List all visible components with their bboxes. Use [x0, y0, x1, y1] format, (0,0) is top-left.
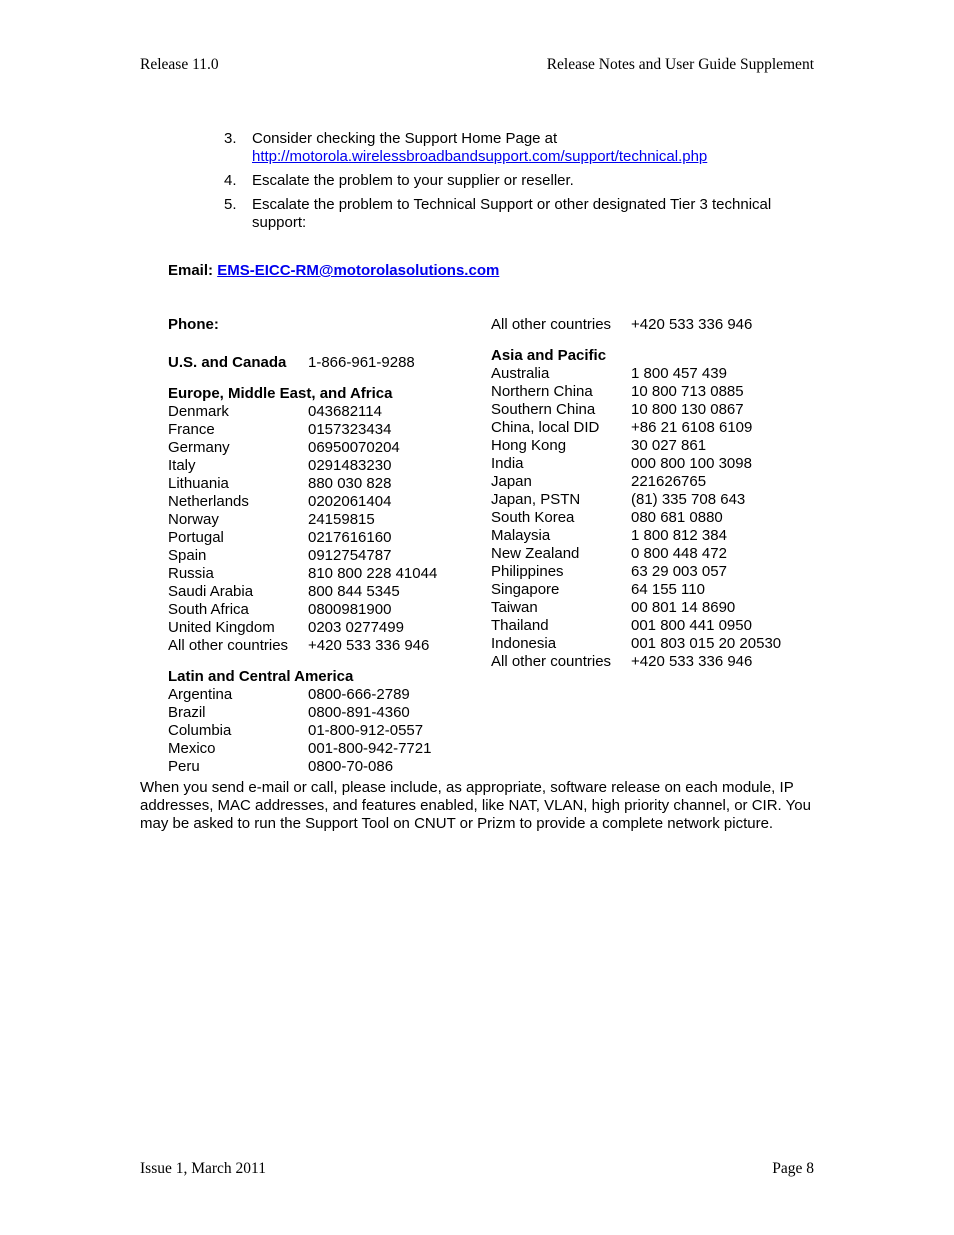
latam-list: [168, 686, 468, 776]
country-name: Argentina: [168, 686, 233, 703]
phone-row: [491, 635, 811, 653]
phone-number: 043682114: [308, 403, 382, 420]
phone-number: 0912754787: [308, 547, 392, 564]
phone-row: [491, 437, 811, 455]
country-name: Spain: [168, 547, 207, 564]
country-name: United Kingdom: [168, 619, 275, 636]
phone-number: 800 844 5345: [308, 583, 400, 600]
phone-row: [168, 493, 468, 511]
us-canada-row: [168, 354, 468, 372]
phone-number: 0800-666-2789: [308, 686, 410, 703]
steps-list: [224, 130, 824, 238]
country-name: France: [168, 421, 215, 438]
emea-heading: Europe, Middle East, and Africa: [168, 385, 393, 402]
country-name: Philippines: [491, 563, 564, 580]
phone-number: (81) 335 708 643: [631, 491, 746, 508]
region-name: U.S. and Canada: [168, 354, 287, 371]
phone-number: +420 533 336 946: [631, 653, 753, 670]
country-name: Peru: [168, 758, 200, 775]
apac-heading: Asia and Pacific: [491, 347, 607, 364]
country-name: Singapore: [491, 581, 560, 598]
phone-number: 1 800 812 384: [631, 527, 727, 544]
phone-row: [168, 704, 468, 722]
country-name: Thailand: [491, 617, 549, 634]
step-text: Escalate the problem to your supplier or reseller.: [252, 172, 574, 189]
country-name: All other countries: [491, 316, 612, 333]
phone-row: [491, 455, 811, 473]
apac-list: [491, 365, 811, 671]
footer-issue: Issue 1, March 2011: [140, 1160, 266, 1177]
phone-row: [491, 563, 811, 581]
country-name: All other countries: [491, 653, 612, 670]
country-name: Netherlands: [168, 493, 249, 510]
phone-number: 1-866-961-9288: [308, 354, 415, 371]
country-name: Russia: [168, 565, 214, 582]
phone-number: 0291483230: [308, 457, 392, 474]
phone-row: [168, 439, 468, 457]
phone-row: [168, 601, 468, 619]
country-name: Mexico: [168, 740, 216, 757]
phone-row: [168, 583, 468, 601]
phone-row: [168, 511, 468, 529]
email-link[interactable]: EMS-EICC-RM@motorolasolutions.com: [217, 262, 500, 279]
phone-number: 10 800 713 0885: [631, 383, 744, 400]
phone-row: [168, 457, 468, 475]
phone-number: 880 030 828: [308, 475, 392, 492]
email-label: Email:: [168, 262, 214, 279]
country-name: Hong Kong: [491, 437, 567, 454]
country-name: New Zealand: [491, 545, 580, 562]
header-release: Release 11.0: [140, 56, 219, 73]
phone-number: +86 21 6108 6109: [631, 419, 753, 436]
country-name: Malaysia: [491, 527, 551, 544]
step-number: 4.: [224, 172, 237, 189]
step-number: 5.: [224, 196, 237, 213]
country-name: Saudi Arabia: [168, 583, 254, 600]
country-name: Lithuania: [168, 475, 229, 492]
step-4: [224, 172, 824, 190]
closing-paragraph: When you send e-mail or call, please include, as appropriate, software release on each module, IP addresses, MAC addresses, and features enabled, like NAT, VLAN, high priority channel, or CIR. You may be asked to run the Support Tool on CNUT or Prizm to provide a complete network picture.: [140, 779, 811, 832]
phone-row: [168, 740, 468, 758]
phone-number: 0217616160: [308, 529, 392, 546]
country-name: Norway: [168, 511, 219, 528]
phone-row: [491, 653, 811, 671]
country-name: Taiwan: [491, 599, 538, 616]
country-name: Japan, PSTN: [491, 491, 581, 508]
country-name: Germany: [168, 439, 230, 456]
footer-page-number: Page 8: [772, 1160, 814, 1177]
phone-number: 0203 0277499: [308, 619, 404, 636]
country-name: China, local DID: [491, 419, 600, 436]
phone-row: [491, 509, 811, 527]
phone-number: 0202061404: [308, 493, 392, 510]
phone-row: [168, 529, 468, 547]
phone-number: 0 800 448 472: [631, 545, 727, 562]
phone-left-column: [168, 316, 468, 776]
phone-number: 001-800-942-7721: [308, 740, 432, 757]
country-name: South Africa: [168, 601, 249, 618]
phone-row: [491, 527, 811, 545]
phone-row: [491, 419, 811, 437]
phone-number: 221626765: [631, 473, 707, 490]
phone-number: 64 155 110: [631, 581, 705, 598]
phone-row: [168, 403, 468, 421]
phone-row: [168, 475, 468, 493]
phone-row: [491, 581, 811, 599]
phone-number: 10 800 130 0867: [631, 401, 744, 418]
phone-row: [491, 491, 811, 509]
phone-number: +420 533 336 946: [308, 637, 430, 654]
phone-row: [168, 619, 468, 637]
phone-row: [491, 599, 811, 617]
phone-row: [168, 547, 468, 565]
phone-number: 810 800 228 41044: [308, 565, 438, 582]
phone-number: 080 681 0880: [631, 509, 723, 526]
phone-row: [491, 365, 811, 383]
country-name: Portugal: [168, 529, 224, 546]
phone-number: 000 800 100 3098: [631, 455, 752, 472]
phone-row: [168, 565, 468, 583]
country-name: Southern China: [491, 401, 596, 418]
phone-number: 1 800 457 439: [631, 365, 727, 382]
phone-number: 63 29 003 057: [631, 563, 727, 580]
phone-row: [491, 383, 811, 401]
phone-number: 001 803 015 20 20530: [631, 635, 782, 652]
country-name: Japan: [491, 473, 532, 490]
emea-list: [168, 403, 468, 655]
phone-number: 0800981900: [308, 601, 392, 618]
header-doc-title: Release Notes and User Guide Supplement: [546, 56, 814, 73]
step-number: 3.: [224, 130, 237, 147]
country-name: Northern China: [491, 383, 593, 400]
phone-number: 0800-891-4360: [308, 704, 410, 721]
phone-row: [168, 722, 468, 740]
country-name: Denmark: [168, 403, 229, 420]
phone-row: [168, 421, 468, 439]
country-name: South Korea: [491, 509, 575, 526]
phone-row: [168, 686, 468, 704]
support-home-link[interactable]: http://motorola.wirelessbroadbandsupport.com/support/technical.php: [252, 148, 708, 165]
phone-number: 0157323434: [308, 421, 392, 438]
country-name: All other countries: [168, 637, 289, 654]
phone-row: [491, 617, 811, 635]
country-name: Italy: [168, 457, 196, 474]
phone-row: [168, 758, 468, 776]
step-text: Escalate the problem to Technical Support or other designated Tier 3 technical support:: [252, 196, 772, 231]
phone-right-column: [491, 316, 811, 671]
phone-number: 30 027 861: [631, 437, 707, 454]
latam-heading: Latin and Central America: [168, 668, 354, 685]
phone-number: 01-800-912-0557: [308, 722, 424, 739]
country-name: Australia: [491, 365, 550, 382]
other-countries-row: [491, 316, 811, 334]
phone-row: [168, 637, 468, 655]
step-5: [224, 196, 824, 232]
phone-number: +420 533 336 946: [631, 316, 753, 333]
phone-number: 001 800 441 0950: [631, 617, 752, 634]
phone-number: 24159815: [308, 511, 375, 528]
country-name: Columbia: [168, 722, 232, 739]
country-name: India: [491, 455, 524, 472]
phone-label: Phone:: [168, 316, 219, 333]
step-text: Consider checking the Support Home Page at: [252, 130, 558, 147]
phone-number: 06950070204: [308, 439, 400, 456]
phone-number: 00 801 14 8690: [631, 599, 736, 616]
phone-row: [491, 473, 811, 491]
phone-row: [491, 401, 811, 419]
email-line: [168, 262, 499, 280]
phone-row: [491, 545, 811, 563]
country-name: Indonesia: [491, 635, 557, 652]
country-name: Brazil: [168, 704, 206, 721]
phone-number: 0800-70-086: [308, 758, 394, 775]
step-3: [224, 130, 824, 166]
